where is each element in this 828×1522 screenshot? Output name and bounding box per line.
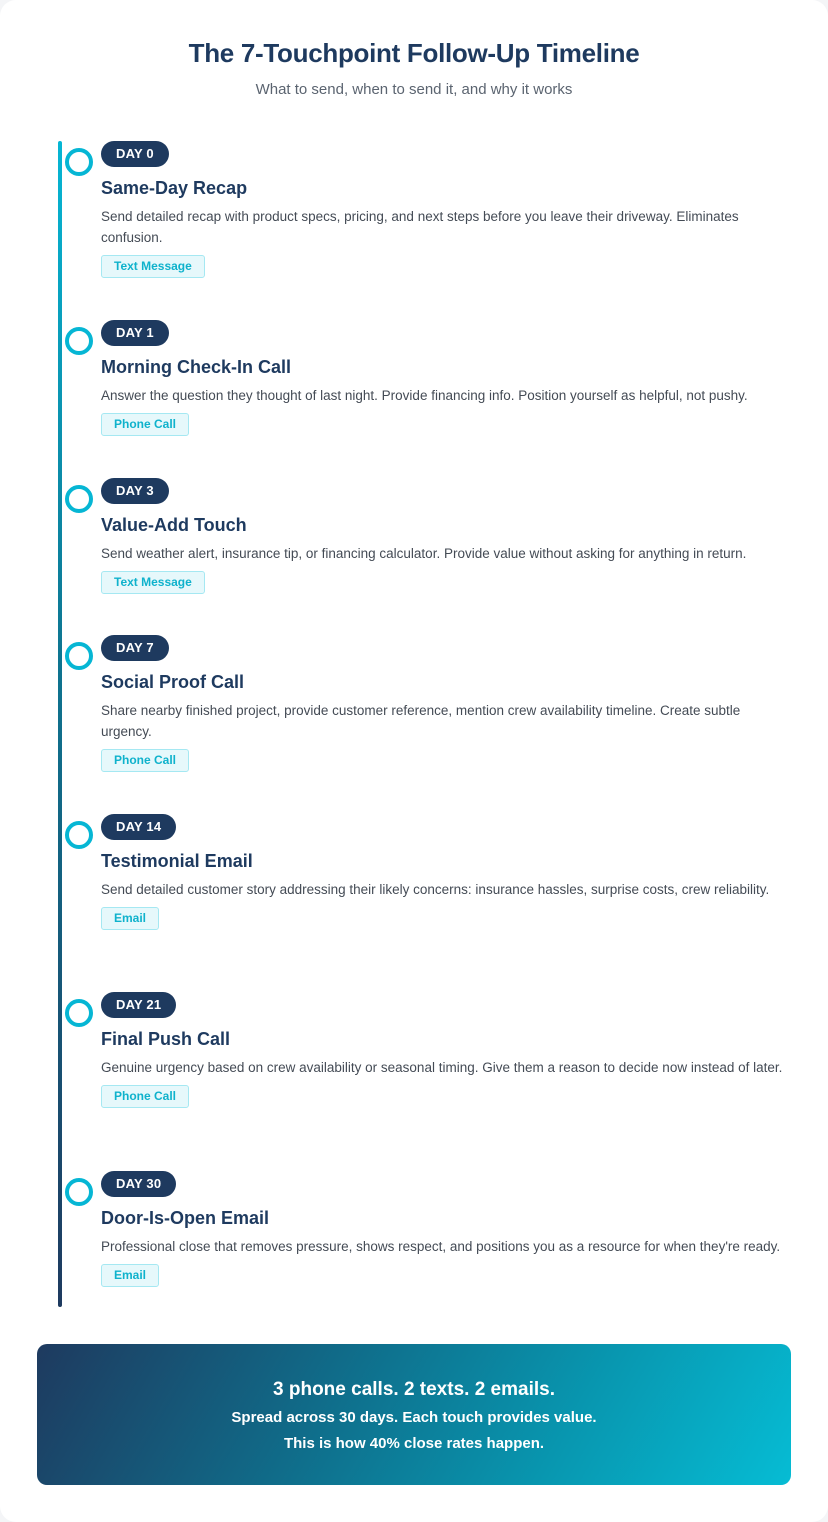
item-description: Share nearby finished project, provide customer reference, mention crew availability timeline. Create subtle urgency. — [101, 703, 741, 739]
channel-tag: Text Message — [101, 255, 205, 278]
item-title: Value-Add Touch — [101, 515, 247, 535]
item-title: Final Push Call — [101, 1029, 231, 1049]
timeline-circle-icon — [65, 1178, 93, 1206]
item-description: Professional close that removes pressure, shows respect, and positions you as a resource for when they're ready. — [101, 1239, 781, 1254]
item-title: Morning Check-In Call — [101, 357, 292, 377]
timeline-circle-icon — [65, 999, 93, 1027]
timeline — [58, 141, 798, 1307]
day-badge: DAY 21 — [101, 992, 176, 1018]
day-badge: DAY 30 — [101, 1171, 176, 1197]
day-badge: DAY 14 — [101, 814, 176, 840]
timeline-item-content — [101, 635, 791, 772]
timeline-circle-icon — [65, 642, 93, 670]
channel-tag: Email — [101, 907, 159, 930]
item-description: Send weather alert, insurance tip, or financing calculator. Provide value without asking for anything in return. — [101, 546, 747, 561]
timeline-circle-icon — [65, 821, 93, 849]
item-description: Send detailed recap with product specs, pricing, and next steps before you leave their driveway. Eliminates confusion. — [101, 209, 739, 245]
item-title: Door-Is-Open Email — [101, 1208, 270, 1228]
timeline-item-content — [101, 320, 791, 436]
timeline-item-content — [101, 814, 791, 930]
channel-tag: Phone Call — [101, 749, 189, 772]
timeline-item-content — [101, 992, 791, 1108]
channel-tag: Phone Call — [101, 1085, 189, 1108]
day-badge: DAY 1 — [101, 320, 169, 346]
timeline-item-content — [101, 478, 791, 594]
day-badge: DAY 3 — [101, 478, 169, 504]
summary-banner — [37, 1344, 791, 1485]
day-badge: DAY 0 — [101, 141, 169, 167]
timeline-item-content — [101, 1171, 791, 1287]
item-description: Send detailed customer story addressing their likely concerns: insurance hassles, surprise costs, crew reliability. — [101, 882, 770, 897]
day-badge: DAY 7 — [101, 635, 169, 661]
timeline-line — [58, 141, 62, 1307]
summary-line-1: Spread across 30 days. Each touch provides value. — [231, 1409, 597, 1426]
item-description: Answer the question they thought of last night. Provide financing info. Position yourself as helpful, not pushy. — [101, 388, 748, 403]
timeline-circle-icon — [65, 327, 93, 355]
item-description: Genuine urgency based on crew availability or seasonal timing. Give them a reason to decide now instead of later. — [101, 1060, 783, 1075]
page-title: The 7-Touchpoint Follow-Up Timeline — [188, 38, 640, 68]
item-title: Testimonial Email — [101, 851, 253, 871]
timeline-item-content — [101, 141, 791, 278]
channel-tag: Text Message — [101, 571, 205, 594]
item-title: Social Proof Call — [101, 672, 245, 692]
timeline-circle-icon — [65, 485, 93, 513]
page-subtitle: What to send, when to send it, and why it works — [255, 81, 573, 98]
item-title: Same-Day Recap — [101, 178, 248, 198]
summary-line-2: This is how 40% close rates happen. — [283, 1435, 545, 1452]
channel-tag: Email — [101, 1264, 159, 1287]
channel-tag: Phone Call — [101, 413, 189, 436]
summary-headline: 3 phone calls. 2 texts. 2 emails. — [273, 1379, 555, 1400]
header — [0, 36, 828, 100]
timeline-circle-icon — [65, 148, 93, 176]
